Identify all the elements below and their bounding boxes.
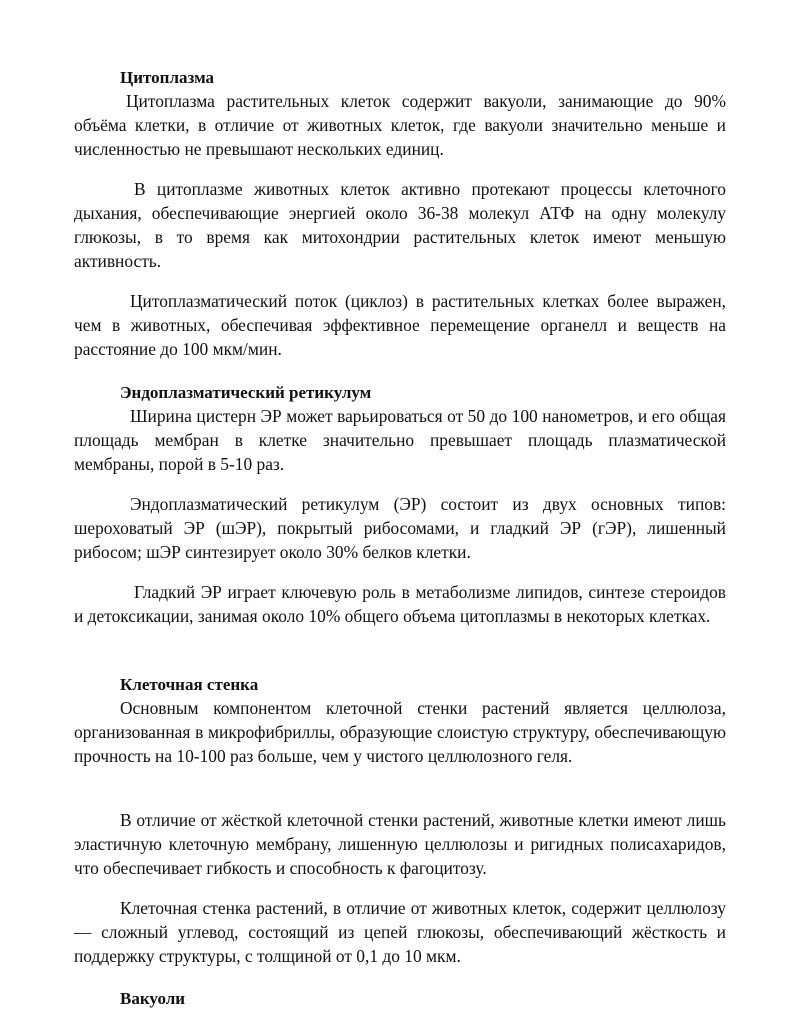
heading-cytoplasm: Цитоплазма [120,68,215,87]
heading-vacuoles: Вакуоли [120,989,186,1008]
paragraph-er-1: Ширина цистерн ЭР может варьироваться от 50 до 100 нанометров, и его общая площадь мембран в клетке значительно превышает площадь плазматической мембраны, порой в 5-10 раз. [74,406,726,474]
paragraph-er-2: Эндоплазматический ретикулум (ЭР) состоит из двух основных типов: шероховатый ЭР (шЭР), покрытый рибосомами, и гладкий ЭР (гЭР), лишенный рибосом; шЭР синтезирует около 30% белков клетки. [74,494,726,562]
paragraph-cell-wall-3: Клеточная стенка растений, в отличие от животных клеток, содержит целлюлозу — сложный углевод, состоящий из цепей глюкозы, обеспечивающий жёсткость и поддержку структуры, с толщиной от 0,1 до 10 мкм. [74,898,726,966]
heading-er: Эндоплазматический ретикулум [120,383,372,402]
heading-cell-wall: Клеточная стенка [120,675,259,694]
paragraph-cytoplasm-2: В цитоплазме животных клеток активно протекают процессы клеточного дыхания, обеспечивающие энергией около 36-38 молекул АТФ на одну молекулу глюкозы, в то время как митохондрии растительных клеток имеют меньшую активность. [74,179,726,271]
paragraph-cell-wall-1: Основным компонентом клеточной стенки растений является целлюлоза, организованная в микрофибриллы, образующие слоистую структуру, обеспечивающую прочность на 10-100 раз больше, чем у чистого целлюлозного геля. [74,698,726,766]
paragraph-cytoplasm-1: Цитоплазма растительных клеток содержит вакуоли, занимающие до 90% объёма клетки, в отличие от животных клеток, где вакуоли значительно меньше и численностью не превышают нескольких единиц. [74,91,726,159]
paragraph-er-3: Гладкий ЭР играет ключевую роль в метаболизме липидов, синтезе стероидов и детоксикации, занимая около 10% общего объема цитоплазмы в некоторых клетках. [74,582,726,626]
paragraph-cell-wall-2: В отличие от жёсткой клеточной стенки растений, животные клетки имеют лишь эластичную клеточную мембрану, лишенную целлюлозы и ригидных полисахаридов, что обеспечивает гибкость и способность к фагоцитозу. [74,810,726,878]
paragraph-cytoplasm-3: Цитоплазматический поток (циклоз) в растительных клетках более выражен, чем в животных, обеспечивая эффективное перемещение органелл и веществ на расстояние до 100 мкм/мин. [74,291,726,359]
